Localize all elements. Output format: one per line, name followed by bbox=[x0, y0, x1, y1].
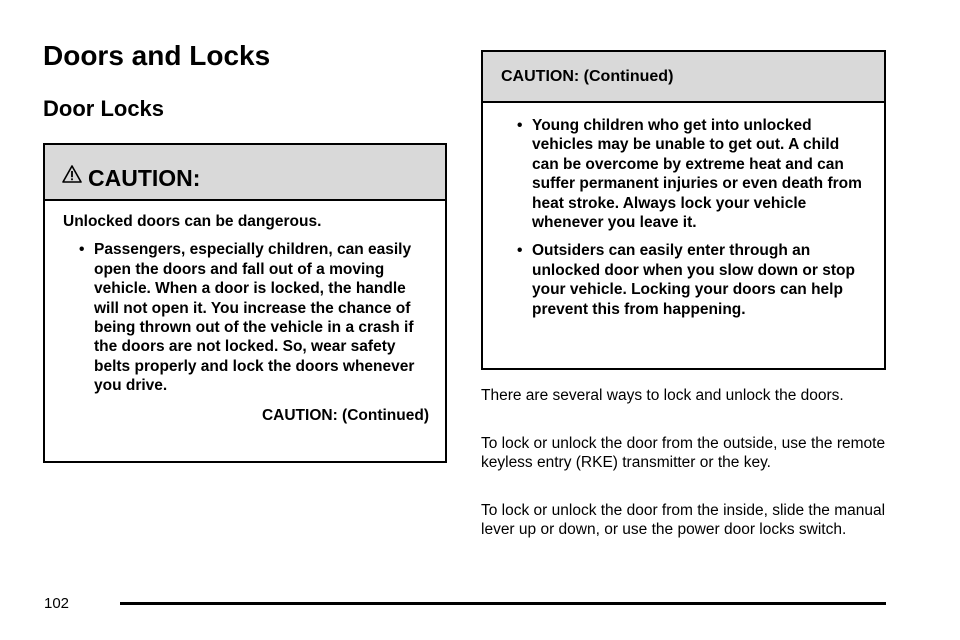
body-paragraph: To lock or unlock the door from the outside, use the remote keyless entry (RKE) transmitter or the key. bbox=[481, 435, 886, 472]
body-paragraph: There are several ways to lock and unlock the doors. bbox=[481, 387, 844, 404]
caution-bullet: • Young children who get into unlocked vehicles may be unable to get out. A child can be overcome by extreme heat and can suffer permanent injuries or even death from heat stroke. Always lock your vehicle whenever you leave it. bbox=[501, 116, 868, 232]
caution-continued-header: CAUTION: (Continued) bbox=[483, 52, 884, 103]
caution-continued-body bbox=[483, 103, 884, 319]
caution-bullet: • Outsiders can easily enter through an unlocked door when you slow down or stop your vehicle. Locking your doors can help prevent this from happening. bbox=[501, 241, 868, 319]
footer-rule bbox=[120, 602, 886, 605]
caution-heading: CAUTION: bbox=[88, 164, 201, 191]
caution-intro: Unlocked doors can be dangerous. bbox=[63, 213, 322, 230]
caution-bullet: • Passengers, especially children, can easily open the doors and fall out of a moving vehicle. When a door is locked, the handle will not open it. You increase the chance of being thrown out of the vehicle in a crash if the doors are not locked. So, wear safety belts properly and lock the doors whenever you drive. bbox=[63, 240, 429, 395]
caution-continued-label: CAUTION: (Continued) bbox=[261, 406, 429, 424]
caution-box-continued bbox=[481, 50, 886, 370]
page-title: Doors and Locks bbox=[43, 40, 271, 71]
body-paragraph: To lock or unlock the door from the inside, slide the manual lever up or down, or use the power door locks switch. bbox=[481, 502, 886, 539]
caution-box-left bbox=[43, 143, 447, 463]
section-heading: Door Locks bbox=[43, 96, 165, 121]
caution-bullet-list bbox=[501, 116, 868, 319]
page-number: 102 bbox=[44, 595, 70, 612]
caution-body bbox=[45, 201, 445, 425]
warning-triangle-icon bbox=[62, 164, 82, 184]
caution-header bbox=[45, 145, 445, 201]
caution-bullet-list bbox=[63, 240, 429, 395]
